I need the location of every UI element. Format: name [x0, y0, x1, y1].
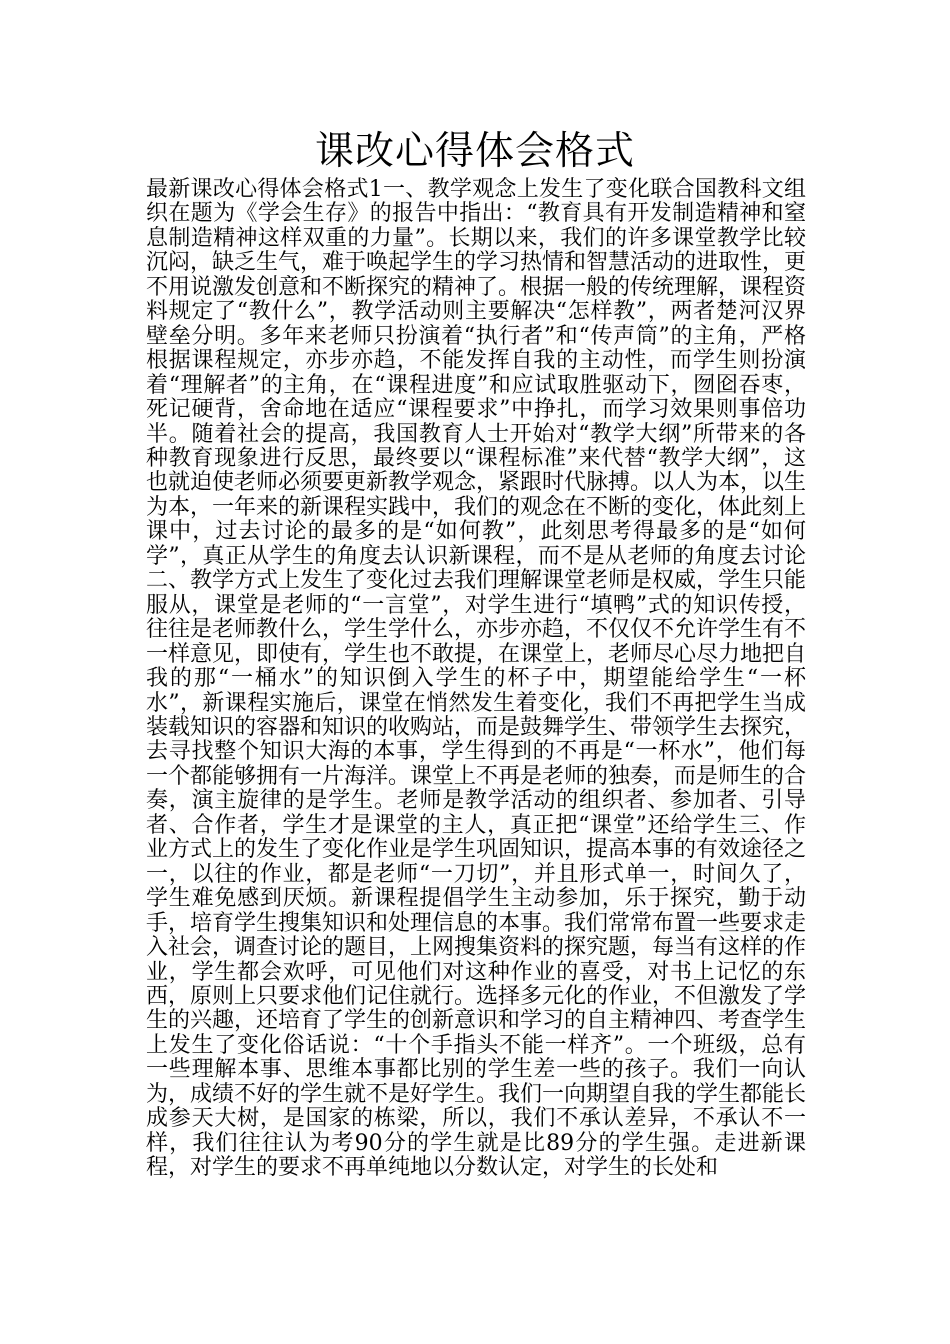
document-title: 课改心得体会格式	[314, 129, 635, 174]
document-body-text: 最新课改心得体会格式1一、教学观念上发生了变化联合国教科文组织在题为《学会生存》的报告中指出：“教育具有开发制造精神和窒息制造精神这样双重的力量”。长期以来，我们的许多课堂教学比较沉闷，缺乏生气，难于唤起学生的学习热情和智慧活动的进取性，更不用说激发创意和不断探究的精神了。根据一般的传统理解，课程资料规定了“教什么”，教学活动则主要解决“怎样教”，两者楚河汉界壁垒分明。多年来老师只扮演着“执行者”和“传声筒”的主角，严格根据课程规定，亦步亦趋，不能发挥自我的主动性，而学生则扮演着“理解者”的主角，在“课程进度”和应试取胜驱动下，囫囵吞枣，死记硬背，舍命地在适应“课程要求”中挣扎，而学习效果则事倍功半。随着社会的提高，我国教育人士开始对“教学大纲”所带来的各种教育现象进行反思，最终要以“课程标准”来代替“教学大纲”，这也就迫使老师必须要更新教学观念，紧跟时代脉搏。以人为本，以生为本，一年来的新课程实践中，我们的观念在不断的变化，体此刻上课中，过去讨论的最多的是“如何教”，此刻思考得最多的是“如何学”，真正从学生的角度去认识新课程，而不是从老师的角度去讨论二、教学方式上发生了变化过去我们理解课堂老师是权威，学生只能服从，课堂是老师的“一言堂”，对学生进行“填鸭”式的知识传授，往往是老师教什么，学生学什么，亦步亦趋，不仅仅不允许学生有不一样意见，即使有，学生也不敢提，在课堂上，老师尽心尽力地把自我的那“一桶水”的知识倒入学生的杯子中，期望能给学生“一杯水”，新课程实施后，课堂在悄然发生着变化，我们不再把学生当成装载知识的容器和知识的收购站，而是鼓舞学生、带领学生去探究，去寻找整个知识大海的本事，学生得到的不再是“一杯水”，他们每一个都能够拥有一片海洋。课堂上不再是老师的独奏，而是师生的合奏，演主旋律的是学生。老师是教学活动的组织者、参加者、引导者、合作者，学生才是课堂的主人，真正把“课堂”还给学生三、作业方式上的发生了变化作业是学生巩固知识，提高本事的有效途径之一，以往的作业，都是老师“一刀切”，并且形式单一，时间久了，学生难免感到厌烦。新课程提倡学生主动参加，乐于探究，勤于动手，培育学生搜集知识和处理信息的本事。我们常常布置一些要求走入社会，调查讨论的题目，上网搜集资料的探究题，每当有这样的作业，学生都会欢呼，可见他们对这种作业的喜受，对书上记忆的东西，原则上只要求他们记住就行。选择多元化的作业，不但激发了学生的兴趣，还培育了学生的创新意识和学习的自主精神四、考查学生上发生了变化俗话说：“十个手指头不能一样齐”。一个班级，总有一些理解本事、思维本事都比别的学生差一些的孩子。我们一向认为，成绩不好的学生就不是好学生。我们一向期望自我的学生都能长成参天大树，是国家的栋梁，所以，我们不承认差异，不承认不一样，我们往往认为考90分的学生就是比89分的学生强。走进新课程，对学生的要求不再单纯地以分数认定，对学生的长处和	[146, 177, 807, 1181]
